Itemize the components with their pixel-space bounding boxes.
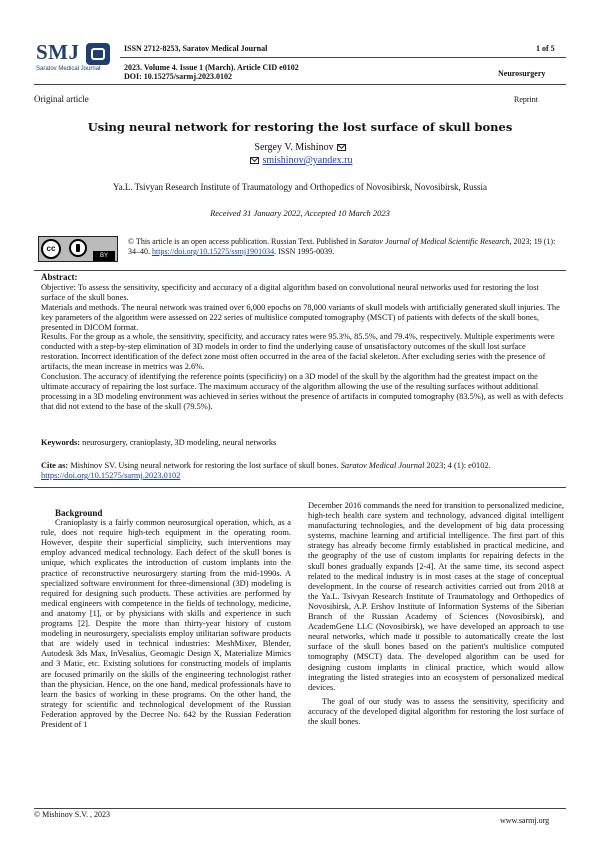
cc-icon: cc — [41, 239, 61, 259]
license-text-c: . ISSN 1995-0039. — [274, 247, 335, 256]
logo-badge-icon — [86, 43, 110, 65]
abstract-heading: Abstract: — [41, 272, 78, 282]
license-text-b: , 2023; 19 (1): 34–40. — [128, 237, 556, 256]
article-title: Using neural network for restoring the lost surface of skull bones — [87, 120, 513, 134]
affiliation: Ya.L. Tsivyan Research Institute of Traumatology and Orthopedics of Novosibirsk, Novosibirsk, Russia — [112, 182, 487, 192]
abstract-conclusion: Conclusion. The accuracy of identifying the reference points (specificity) on a 3D model of the skull by the algorithm had the greatest impact on the ultimate accuracy of repairing the lost surface. The maximum accuracy of the algorithm allowing the use of the resulting surfaces without additional processing in a 3D modeling environment was achieved in series without the presence of artifacts in computed tomography (83.5%), as well as with defects that did not extend to the base of the skull (79.5%). — [41, 372, 564, 411]
envelope-icon — [250, 157, 259, 164]
background-left-paragraph: Cranioplasty is a fairly common neurosurgical operation, which, as a rule, does not require high-tech equipment in the operating room. However, despite their superficial simplicity, such interventions may employ advanced medical technology. Each defect of the skull bones is unique, which explicates the introduction of custom implants into the practice of reconstructive neurosurgery starting from the mid-1990s. A specialized software environment for three-dimensional (3D) modeling is required for designing such products. These activities are performed by medical engineers with competence in the fields of technology, medicine, and anatomy [1], or by physicians with skills and experience in such programs [2]. Despite the more than thirty-year history of custom modeling in neurosurgery, specialists employ utilitarian software products that are widely used in technical industries: MeshMixer, Blender, Autodesk 3ds Max, InVesalius, Geomagic Design X, Materialize Mimics and 3 Matic, etc. Existing solutions for constructing models of implants are focused primarily on the skills of the engineering technologist rather than the physician. Hence, on the one hand, medical professionals have to learn the basics of working in these programs. On the other hand, the strategy for scientific and technological development of the Russian Federation approved by the Decree No. 642 by the Russian Federation President of 1 — [41, 518, 291, 729]
attribution-icon — [69, 239, 87, 257]
abstract-objective: Objective: To assess the sensitivity, specificity and accuracy of a digital algorithm based on convolutional neural networks used for restoring the lost surface of the skull bones. — [41, 282, 539, 302]
logo-text: SMJ — [36, 40, 80, 64]
abstract-results: Results. For the group as a whole, the sensitivity, specificity, and accuracy rates were 95.3%, 85.5%, and 79.4%, respectively. Multiple experiments were conducted with a step-by-step elimination of 3D models in order to find the underlying cause of unsatisfactory outcomes of the skull lost surface restoration. Incorrect identification of the defect zone most often occurred in the area of the facial skeleton. After excluding series with the presence of artifacts, the mean increase in metrics was 2.6%. — [41, 332, 555, 372]
article-type: Original article — [34, 94, 89, 104]
background-heading: Background — [55, 508, 103, 518]
footer-rule — [34, 808, 566, 809]
author-line — [0, 142, 600, 153]
dates: Received 31 January 2022, Accepted 10 March 2023 — [210, 208, 390, 218]
copyright: © Mishinov S.V. , 2023 — [34, 810, 110, 819]
background-left-column — [41, 508, 291, 730]
abstract — [41, 273, 565, 412]
license-text-a: © This article is an open access publication. Russian Text. Published in — [128, 237, 359, 246]
author-email-link[interactable]: smishinov@yandex.ru — [262, 155, 353, 166]
cite-as — [41, 461, 565, 481]
cite-label: Cite as: — [41, 461, 69, 470]
cc-by-license-badge[interactable] — [38, 236, 118, 262]
background-right-column — [308, 501, 564, 727]
email-line — [0, 155, 600, 166]
keywords-text: neurosurgery, cranioplasty, 3D modeling, neural networks — [80, 438, 277, 447]
keywords — [41, 438, 565, 448]
abstract-methods: Materials and methods. The neural network was trained over 6,000 epochs on 78,000 variants of skull models with artificially generated skull injuries. The key parameters of the algorithm were assessed on 222 series of multislice computed tomography (MSCT) of patients with defects of the skull bones, presented in DICOM format. — [41, 302, 560, 332]
site-link[interactable]: www.sarmj.org — [500, 816, 550, 825]
issue-line: 2023. Volume 4. Issue 1 (March). Article CID e0102 — [124, 63, 299, 72]
logo-subtitle: Saratov Medical Journal — [36, 66, 101, 72]
abstract-rule-top — [34, 270, 566, 271]
author-name: Sergey V. Mishinov — [254, 142, 334, 153]
page-label: 1 of 5 — [536, 44, 555, 53]
reprint-label: Reprint — [514, 95, 538, 104]
background-goal-paragraph: The goal of our study was to assess the sensitivity, specificity and accuracy of the developed digital algorithm for restoring the lost surface of the skull bones. — [308, 696, 564, 726]
background-right-paragraph: December 2016 commands the need for transition to personalized medicine, high-tech health care system and technology, advanced digital intelligent manufacturing technologies, and the development of big data processing systems, machine learning and artificial intelligence. The first part of this strategy has already become firmly established in practical medicine, and the geography of the use of custom implants for repairing defects in the skull bones gradually expands [2-4]. At the same time, its second aspect related to the medical industry is in most cases at the stage of conceptual development. In the course of research activities carried out from 2018 at the Ya.L. Tsivyan Research Institute of Traumatology and Orthopedics of Novosibirsk, A.P. Ershov Institute of Information Systems of the Siberian Branch of the Russian Academy of Sciences (Novosibirsk), and AcademGene LLC (Novosibirsk), we have developed an approach to use neural networks, which made it possible to automatically create the lost surface of the skull bones based on the patient's multislice computed tomography (MSCT) data. The developed algorithm can be used for designing custom implants in clinical practice, which would allow integrating the listed strategies into an ecosystem of personalized medical devices. — [308, 501, 564, 692]
cite-text-b: 2023; 4 (1): e0102. — [424, 461, 491, 470]
cite-journal: Saratov Medical Journal — [340, 461, 425, 470]
cite-text-a: Mishinov SV. Using neural network for restoring the lost surface of skull bones. — [68, 461, 341, 470]
license-journal: Saratov Journal of Medical Scientific Research — [358, 237, 510, 246]
license-doi-link[interactable]: https://doi.org/10.15275/ssmj1901034 — [152, 247, 275, 256]
envelope-icon — [337, 144, 346, 151]
header-rule-bottom — [34, 84, 566, 85]
doi-line: DOI: 10.15275/sarmj.2023.0102 — [124, 72, 232, 81]
issn-line: ISSN 2712-8253, Saratov Medical Journal — [124, 44, 268, 53]
cite-doi-link[interactable]: https://doi.org/10.15275/sarmj.2023.0102 — [41, 471, 181, 481]
license-text — [128, 237, 568, 257]
body-rule — [34, 487, 566, 488]
keywords-label: Keywords: — [41, 438, 81, 447]
journal-logo — [34, 40, 112, 78]
section-label: Neurosurgery — [498, 69, 546, 78]
by-label: BY — [93, 251, 115, 261]
header-rule-top — [120, 57, 566, 58]
